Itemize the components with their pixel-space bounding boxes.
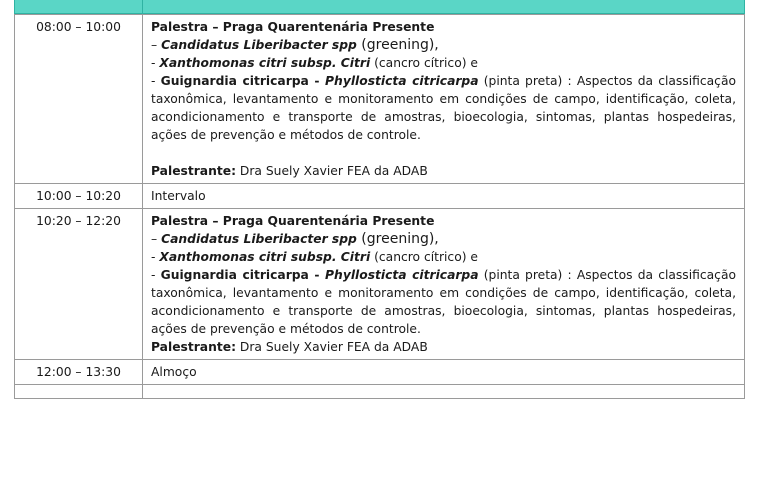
speaker-name: Dra Suely Xavier FEA da ADAB (236, 340, 428, 354)
table-header-band (14, 0, 745, 14)
time-cell: 08:00 – 10:00 (15, 15, 143, 184)
header-cell-time (15, 0, 143, 13)
item-prefix: - (151, 74, 161, 88)
session-title: Palestra – Praga Quarentenária Presente (151, 20, 435, 34)
pest-description: (pinta preta) : Aspectos da classificação taxonômica, levantamento e monitoramento em condições de campo, identificação, coleta, acondicionamento e transporte de amostras, bioecologia, sintomas, plantas hospedeiras, ações de prevenção e métodos de controle. (151, 74, 736, 142)
table-row (15, 209, 745, 360)
table-row (15, 360, 745, 385)
pest-item (151, 248, 736, 266)
pest-item (151, 36, 736, 54)
pest-name: Xanthomonas citri subsp. Citri (159, 56, 371, 70)
item-prefix: - (151, 56, 160, 70)
item-prefix: - (151, 268, 161, 282)
item-prefix: - (151, 250, 160, 264)
item-prefix: – (151, 38, 162, 52)
speaker-line (151, 162, 736, 180)
schedule-document (14, 0, 745, 490)
pest-item (151, 72, 736, 144)
content-cell (143, 385, 745, 399)
pest-name: Phyllosticta citricarpa (325, 268, 479, 282)
table-row (15, 385, 745, 399)
paren-open: ( (356, 37, 367, 53)
name-separator: - (308, 268, 326, 282)
time-cell: 12:00 – 13:30 (15, 360, 143, 385)
time-cell: 10:00 – 10:20 (15, 184, 143, 209)
time-cell: 10:20 – 12:20 (15, 209, 143, 360)
pest-name: Guignardia citricarpa (160, 74, 309, 88)
paren-open: ( (356, 231, 367, 247)
pest-name: Candidatus Liberibacter spp (161, 232, 357, 246)
speaker-label: Palestrante: (151, 340, 236, 354)
speaker-name: Dra Suely Xavier FEA da ADAB (236, 164, 428, 178)
session-title: Palestra – Praga Quarentenária Presente (151, 214, 435, 228)
header-cell-content (143, 0, 744, 13)
content-cell (143, 209, 745, 360)
content-cell: Intervalo (143, 184, 745, 209)
speaker-label: Palestrante: (151, 164, 236, 178)
pest-name: Guignardia citricarpa (160, 268, 309, 282)
pest-description: greening), (366, 37, 439, 53)
name-separator: - (308, 74, 326, 88)
speaker-line (151, 338, 736, 356)
spacer (151, 144, 736, 162)
pest-description: (cancro cítrico) e (370, 56, 478, 70)
pest-name: Candidatus Liberibacter spp (161, 38, 357, 52)
pest-item (151, 54, 736, 72)
time-cell (15, 385, 143, 399)
pest-name: Xanthomonas citri subsp. Citri (159, 250, 371, 264)
pest-item (151, 266, 736, 338)
content-cell: Almoço (143, 360, 745, 385)
item-prefix: – (151, 232, 162, 246)
pest-description: (cancro cítrico) e (370, 250, 478, 264)
content-cell (143, 15, 745, 184)
schedule-table (14, 14, 745, 399)
pest-name: Phyllosticta citricarpa (325, 74, 479, 88)
table-row (15, 184, 745, 209)
pest-item (151, 230, 736, 248)
pest-description: (pinta preta) : Aspectos da classificação taxonômica, levantamento e monitoramento em condições de campo, identificação, coleta, acondicionamento e transporte de amostras, bioecologia, sintomas, plantas hospedeiras, ações de prevenção e métodos de controle. (151, 268, 736, 336)
table-row (15, 15, 745, 184)
pest-description: greening), (366, 231, 439, 247)
